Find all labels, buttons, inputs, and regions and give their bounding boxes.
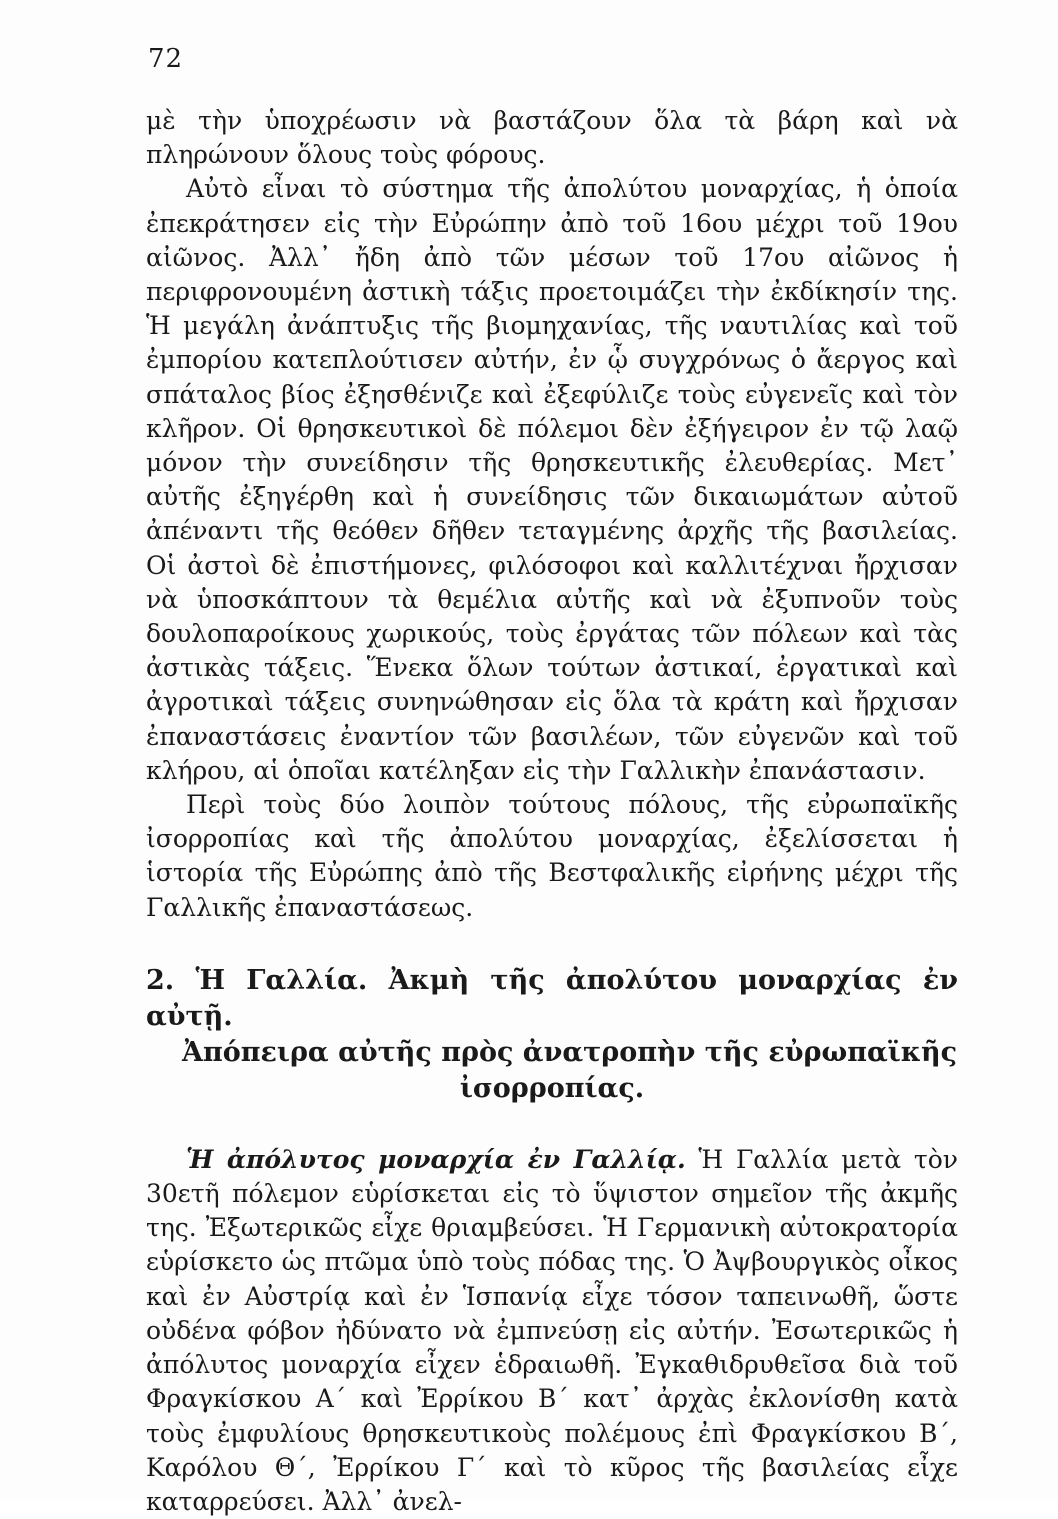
section-heading-line-1: Ἡ Γαλλία. Ἀκμὴ τῆς ἀπολύτου μοναρχίας ἐν αὐτῇ. bbox=[146, 964, 958, 1032]
section-paragraph bbox=[146, 1143, 958, 1519]
section-paragraph-text: Ἡ Γαλλία μετὰ τὸν 30ετῆ πόλεμον εὑρίσκεται εἰς τὸ ὕψιστον σημεῖον τῆς ἀκμῆς της. Ἐξωτερικῶς εἶχε θριαμβεύσει. Ἡ Γερμανικὴ αὐτοκρατορία εὑρίσκετο ὡς πτῶμα ὑπὸ τοὺς πόδας της. Ὁ Ἀψβουργικὸς οἶκος καὶ ἐν Αὐστρίᾳ καὶ ἐν Ἱσπανίᾳ εἶχε τόσον ταπεινωθῆ, ὥστε οὐδένα φόβον ἠδύνατο νὰ ἐμπνεύσῃ εἰς αὐτήν. Ἐσωτερικῶς ἡ ἀπόλυτος μοναρχία εἶχεν ἑδραιωθῆ. Ἐγκαθιδρυθεῖσα διὰ τοῦ Φραγκίσκου Α΄ καὶ Ἐρρίκου Β΄ κατ᾽ ἀρχὰς ἐκλονίσθη κατὰ τοὺς ἐμφυλίους θρησκευτικοὺς πολέμους ἐπὶ Φραγκίσκου Β΄, Καρόλου Θ΄, Ἐρρίκου Γ΄ καὶ τὸ κῦρος τῆς βασιλείας εἶχε καταρρεύσει. Ἀλλ᾽ ἀνελ- bbox=[146, 1144, 958, 1516]
run-in-title: Ἡ ἀπόλυτος μοναρχία ἐν Γαλλίᾳ. bbox=[186, 1144, 686, 1174]
section-heading-line-2: Ἀπόπειρα αὐτῆς πρὸς ἀνατροπὴν τῆς εὐρωπαϊκῆς bbox=[182, 1036, 958, 1068]
body-text bbox=[146, 104, 958, 1519]
paragraph-european-history: Περὶ τοὺς δύο λοιπὸν τούτους πόλους, τῆς εὐρωπαϊκῆς ἰσορροπίας καὶ τῆς ἀπολύτου μοναρχίας, ἐξελίσσεται ἡ ἱστορία τῆς Εὐρώπης ἀπὸ τῆς Βεστφαλικῆς εἰρήνης μέχρι τῆς Γαλλικῆς ἐπαναστάσεως. bbox=[146, 790, 958, 922]
section-number: 2. bbox=[146, 964, 175, 996]
page-number: 72 bbox=[148, 44, 184, 74]
section-heading-line-3: ἰσορροπίας. bbox=[459, 1072, 645, 1104]
paragraph-absolute-monarchy: Αὐτὸ εἶναι τὸ σύστημα τῆς ἀπολύτου μοναρχίας, ἡ ὁποία ἐπεκράτησεν εἰς τὴν Εὐρώπην ἀπὸ τοῦ 16ου μέχρι τοῦ 19ου αἰῶνος. Ἀλλ᾽ ἤδη ἀπὸ τῶν μέσων τοῦ 17ου αἰῶνος ἡ περιφρονουμένη ἀστικὴ τάξις προετοιμάζει τὴν ἐκδίκησίν της. Ἡ μεγάλη ἀνάπτυξις τῆς βιομηχανίας, τῆς ναυτιλίας καὶ τοῦ ἐμπορίου κατεπλούτισεν αὐτήν, ἐν ᾧ συγχρόνως ὁ ἄεργος καὶ σπάταλος βίος ἐξησθένιζε καὶ ἐξεφύλιζε τοὺς εὐγενεῖς καὶ τὸν κλῆρον. Οἱ θρησκευτικοὶ δὲ πόλεμοι δὲν ἐξήγειρον ἐν τῷ λαῷ μόνον τὴν συνείδησιν τῆς θρησκευτικῆς ἐλευθερίας. Μετ᾽ αὐτῆς ἐξηγέρθη καὶ ἡ συνείδησις τῶν δικαιωμάτων αὐτοῦ ἀπέναντι τῆς θεόθεν δῆθεν τεταγμένης ἀρχῆς τῆς βασιλείας. Οἱ ἀστοὶ δὲ ἐπιστήμονες, φιλόσοφοι καὶ καλλιτέχναι ἤρχισαν νὰ ὑποσκάπτουν τὰ θεμέλια αὐτῆς καὶ νὰ ἐξυπνοῦν τοὺς δουλοπαροίκους χωρικούς, τοὺς ἐργάτας τῶν πόλεων καὶ τὰς ἀστικὰς τάξεις. Ἕνεκα ὅλων τούτων ἀστικαί, ἐργατικαὶ καὶ ἀγροτικαὶ τάξεις συνηνώθησαν εἰς ὅλα τὰ κράτη καὶ ἤρχισαν ἐπαναστάσεις ἐναντίον τῶν βασιλέων, τῶν εὐγενῶν καὶ τοῦ κλήρου, αἱ ὁποῖαι κατέληξαν εἰς τὴν Γαλλικὴν ἐπανάστασιν. bbox=[146, 174, 958, 785]
section-heading bbox=[146, 963, 958, 1107]
paragraph-continuation: μὲ τὴν ὑποχρέωσιν νὰ βαστάζουν ὅλα τὰ βάρη καὶ νὰ πληρώνουν ὅλους τοὺς φόρους. bbox=[146, 106, 958, 170]
